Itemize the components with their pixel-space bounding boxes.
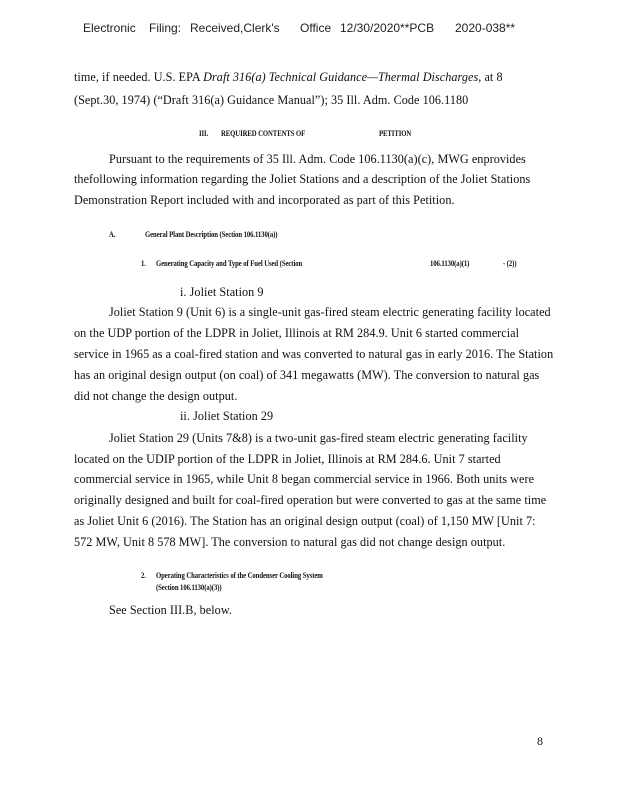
section-title: REQUIRED CONTENTS OF [221,129,306,138]
item-number: 2. [141,571,146,580]
subsection-title: General Plant Description (Section 106.1130(a)) [145,230,278,239]
page-number: 8 [537,734,543,748]
para-line: as Joliet Unit 6 (2016). The Station has an original design output (coal) of 1,150 MW [Unit 7: [74,514,536,528]
para-line: thefollowing information regarding the Joliet Stations and a description of the Joliet Stations [74,172,531,186]
item-ref: 106.1130(a)(1) [430,259,470,268]
subsection-letter: A. [109,230,116,239]
section-number: III. [199,129,209,138]
para-line: has an original design output (on coal) of 341 megawatts (MW). The conversion to natural gas [74,368,540,382]
item-number: 1. [141,259,146,268]
header-office: Office [300,21,332,35]
section-title-petition: PETITION [379,129,412,138]
item-title: Operating Characteristics of the Condenser Cooling System [156,571,323,580]
para-line: Joliet Station 29 (Units 7&8) is a two-unit gas-fired steam electric generating facility [109,431,528,445]
para-line: Joliet Station 9 (Unit 6) is a single-unit gas-fired steam electric generating facility located [109,305,551,319]
station9-heading: i. Joliet Station 9 [180,285,264,299]
header-received: Received,Clerk's [190,21,280,35]
station29-heading: ii. Joliet Station 29 [180,409,274,423]
see-reference: See Section III.B, below. [109,603,232,617]
intro-citation-title: Draft 316(a) Technical Guidance—Thermal Discharges [203,70,479,84]
intro-line-1 [74,70,503,85]
para-line: service in 1965 as a coal-fired station and was converted to natural gas in early 2016. The Station [74,347,554,361]
para-line: originally designed and built for coal-fired operation but were converted to gas at the same time [74,493,547,507]
header-filing: Filing: [149,21,182,35]
intro-line-2: (Sept.30, 1974) (“Draft 316(a) Guidance Manual”); 35 Ill. Adm. Code 106.1180 [74,93,469,107]
para-line: on the UDP portion of the LDPR in Joliet, Illinois at RM 284.9. Unit 6 started commercial [74,326,520,340]
header-electronic: Electronic [83,21,136,35]
para-line: did not change the design output. [74,389,238,403]
para-line: commercial service in 1965, while Unit 8 began commercial service in 1966. Both units were [74,472,535,486]
header-date-pcb: 12/30/2020**PCB [340,21,435,35]
item-title: Generating Capacity and Type of Fuel Used (Section [156,259,303,268]
para-line: Pursuant to the requirements of 35 Ill. Adm. Code 106.1130(a)(c), MWG enprovides [109,152,526,166]
item-title-ref: (Section 106.1130(a)(3)) [156,583,222,592]
para-line: Demonstration Report included with and incorporated as part of this Petition. [74,193,455,207]
item-ref-end: - (2)) [503,259,517,268]
intro-text-end: , at 8 [478,70,503,84]
para-line: 572 MW, Unit 8 578 MW]. The conversion to natural gas did not change design output. [74,535,506,549]
header-docket: 2020-038** [455,21,516,35]
intro-text: time, if needed. U.S. EPA [74,70,204,84]
para-line: located on the UDIP portion of the LDPR in Joliet, Illinois at RM 284.6. Unit 7 started [74,452,501,466]
